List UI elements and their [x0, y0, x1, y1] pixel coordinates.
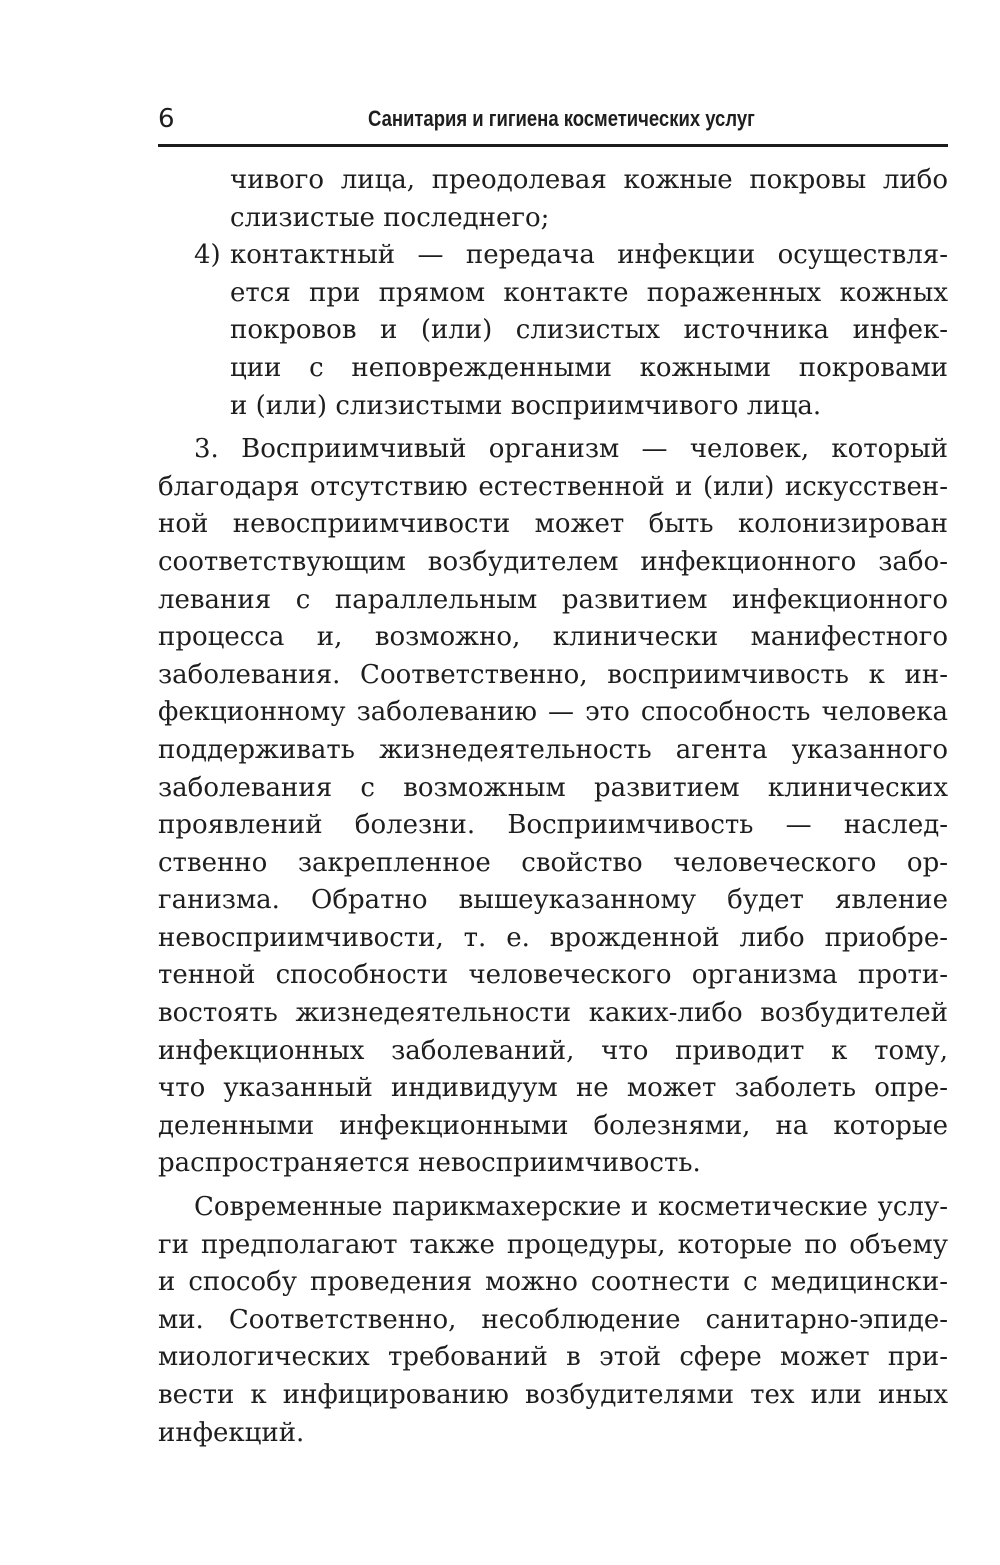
text-line: что указанный индивидуум не может заболеть опре- — [158, 1073, 948, 1104]
text-line: процесса и, возможно, клинически манифестного — [158, 622, 948, 653]
text-line: проявлений болезни. Восприимчивость — наслед- — [158, 810, 948, 841]
text-line: 3. Восприимчивый организм — человек, который — [194, 434, 948, 465]
text-line: левания с параллельным развитием инфекционного — [158, 584, 948, 615]
text-line: ственно закрепленное свойство человеческого ор- — [158, 847, 948, 878]
text-line: ется при прямом контакте пораженных кожных — [230, 277, 948, 308]
list-item-3-continued — [230, 162, 948, 237]
text-line: ганизма. Обратно вышеуказанному будет явление — [158, 885, 948, 916]
text-line: инфекций. — [158, 1417, 305, 1448]
text-line: миологических требований в этой сфере может при- — [158, 1342, 948, 1373]
text-line: заболевания с возможным развитием клинических — [158, 772, 948, 803]
text-line: деленными инфекционными болезнями, на которые — [158, 1110, 948, 1141]
list-item-number: 4) — [194, 240, 221, 271]
text-line: и способу проведения можно соотнести с медицински- — [158, 1267, 948, 1298]
text-line: невосприимчивости, т. е. врожденной либо приобре- — [158, 922, 948, 953]
text-line: заболевания. Соответственно, восприимчивость к ин- — [158, 659, 948, 690]
text-line: поддерживать жизнедеятельность агента указанного — [158, 734, 948, 765]
text-line: ции с неповрежденными кожными покровами — [230, 352, 948, 383]
page-number: 6 — [158, 104, 175, 134]
text-line: соответствующим возбудителем инфекционного забо- — [158, 546, 948, 577]
text-line: ной невосприимчивости может быть колонизирован — [158, 509, 948, 540]
text-line: распространяется невосприимчивость. — [158, 1148, 701, 1179]
paragraph-susceptible-organism — [158, 431, 948, 1183]
text-line: слизистые последнего; — [230, 202, 550, 233]
page-header — [158, 100, 948, 147]
text-line: и (или) слизистыми восприимчивого лица. — [230, 390, 822, 421]
list-item-4 — [194, 237, 948, 425]
paragraph-modern-services — [158, 1189, 948, 1452]
text-line: благодаря отсутствию естественной и (или) искусствен- — [158, 471, 948, 502]
text-line: тенной способности человеческого организма проти- — [158, 960, 948, 991]
text-line: контактный — передача инфекции осуществля- — [230, 240, 948, 271]
text-line: покровов и (или) слизистых источника инфек- — [230, 315, 948, 346]
text-line: ми. Соответственно, несоблюдение санитарно-эпиде- — [158, 1304, 948, 1335]
text-line: ги предполагают также процедуры, которые по объему — [158, 1229, 948, 1260]
text-line: вести к инфицированию возбудителями тех или иных — [158, 1380, 948, 1410]
text-line: чивого лица, преодолевая кожные покровы либо — [230, 165, 948, 195]
page-body — [158, 162, 948, 1452]
text-line: инфекционных заболеваний, что приводит к тому, — [158, 1035, 948, 1066]
running-title: Санитария и гигиена косметических услуг — [368, 106, 755, 131]
text-line: востоять жизнедеятельности каких-либо возбудителей — [158, 998, 948, 1029]
text-line: Современные парикмахерские и косметические услу- — [194, 1192, 948, 1223]
text-line: фекционному заболеванию — это способность человека — [158, 697, 948, 728]
